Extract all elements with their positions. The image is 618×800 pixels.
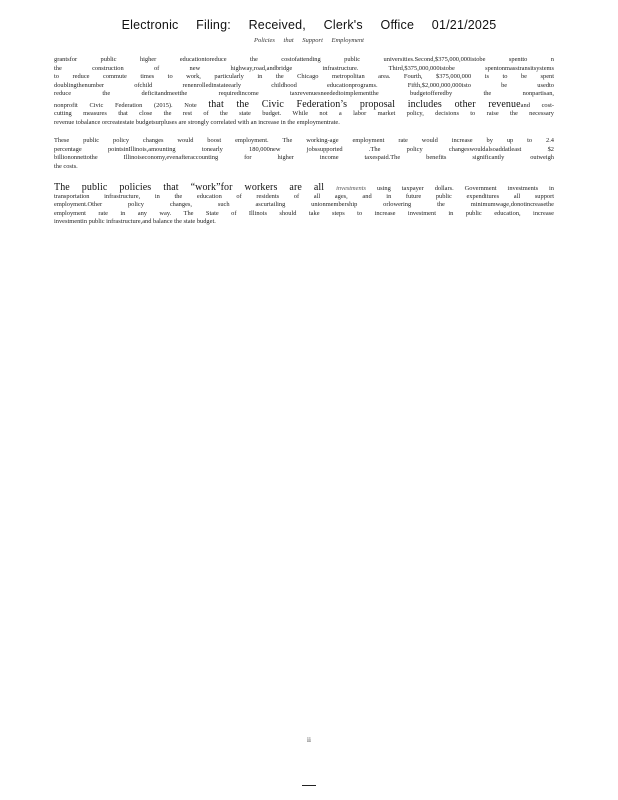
paragraph <box>54 182 554 227</box>
text-line <box>54 201 554 210</box>
text-line <box>54 65 554 74</box>
text-segment: percentage pointsinIllinois,amounting tonearly 180,000new jobssupported .The policy changeswouldalsoaddatleast $2 <box>54 145 554 153</box>
emphasized-text: The public policies that “work”for workers are all <box>54 181 337 193</box>
text-segment: investmentin public infrastructure,and balance the state budget. <box>54 218 216 226</box>
text-line <box>54 99 554 110</box>
text-segment: grantsfor public higher educationtoreduce the costofattending public universities.Second,$375,000,000istobe spentto n <box>54 56 554 63</box>
text-segment: to reduce commute times to work, particularly in the Chicago metropolitan area. Fourth, $375,000,000 is to be spent <box>54 73 554 81</box>
text-line <box>54 137 554 146</box>
italic-text: investments <box>336 184 366 192</box>
text-segment: reduce the deficitandmeetthe requiredincome taxrevenuesneededtoimplementthe budgetofferedby the nonpartisan, <box>54 90 554 98</box>
text-line <box>54 163 554 172</box>
paragraph <box>54 137 554 171</box>
running-title: Policies that Support Employment <box>253 37 364 44</box>
text-line <box>54 90 554 99</box>
text-line <box>54 154 554 163</box>
emphasized-text: that the Civic Federation’s proposal includes other revenue <box>208 98 521 110</box>
text-segment: the construction of new highway,road,andbridge infrastructure. Third,$375,000,000istobe spentonmasstransitsystems <box>54 64 554 72</box>
paragraph <box>54 56 554 127</box>
text-segment: These public policy changes would boost employment. The working-age employment rate would increase by up to 2.4 <box>54 137 554 145</box>
document-body <box>54 56 554 237</box>
text-segment: the costs. <box>54 162 78 170</box>
text-line <box>54 119 554 128</box>
text-segment: revenue tobalance orcreatestate budgetsurpluses are strongly correlated with an increase in the employmentrate. <box>54 118 340 126</box>
text-segment: transportation infrastructure, in the education of residents of all ages, and in future public expenditures all support <box>54 192 554 200</box>
text-segment: cutting measures that close the rest of the state budget. While not a labor market policy, decisions to raise the necessary <box>54 109 554 117</box>
text-line <box>54 182 554 193</box>
text-segment: and cost- <box>520 101 554 109</box>
text-segment: nonprofit Civic Federation (2015). Note <box>54 101 209 109</box>
text-segment: employment.Other policy changes, such ascurtailing unionmembership orlowering the minimumwage,donotincreasethe <box>54 201 554 209</box>
text-segment: using taxpayer dollars. Government investments in <box>365 184 554 192</box>
text-segment: billiononnettothe Illinoiseconomy,evenafteraccounting for higher income taxespaid.The benefits significantly outweigh <box>54 154 554 162</box>
text-segment: employment rate in any way. The State of Illinois should take steps to increase investment in public education, increase <box>54 209 554 217</box>
text-line <box>54 110 554 119</box>
text-segment: doublingthenumber ofchild renenrolledinstateearly childhood educationprograms. Fifth,$2,000,000,000isto be usedto <box>54 81 554 89</box>
text-line <box>54 193 554 202</box>
text-line <box>54 73 554 82</box>
text-line <box>54 218 554 227</box>
page-number: ii <box>307 736 311 744</box>
text-line <box>54 210 554 219</box>
text-line <box>54 146 554 155</box>
text-line <box>54 56 554 65</box>
text-line <box>54 82 554 91</box>
filing-stamp-header: Electronic Filing: Received, Clerk's Office 01/21/2025 <box>121 18 497 32</box>
footer-rule <box>302 785 316 786</box>
